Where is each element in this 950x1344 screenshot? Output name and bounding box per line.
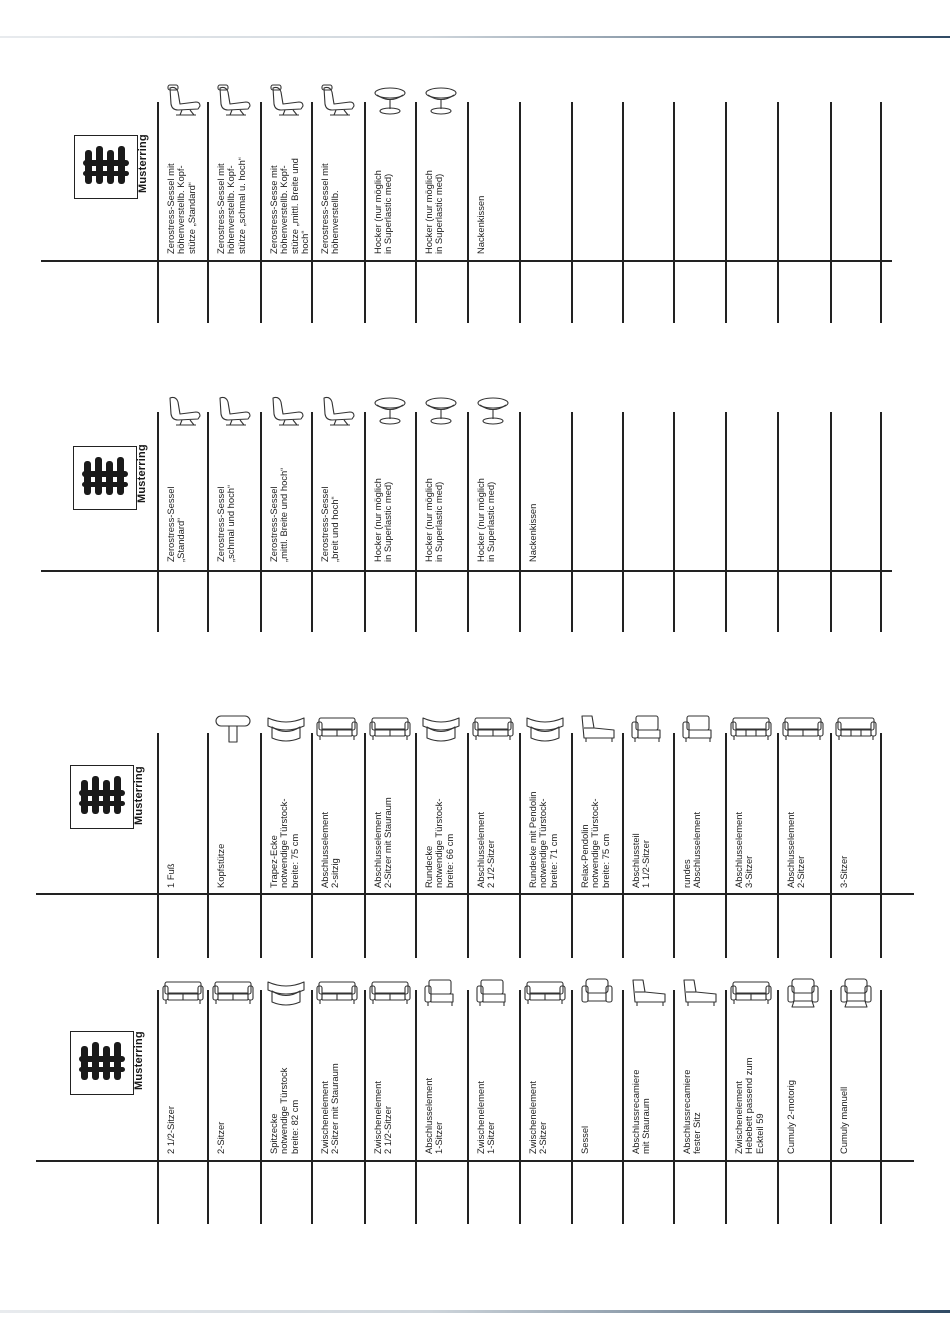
end-element-2-5-seater-icon <box>472 712 514 746</box>
model-label: Zerostress-Sessel „schmal und hoch“ <box>215 484 237 562</box>
trapez-corner-icon <box>265 712 307 746</box>
column-divider <box>364 733 366 958</box>
header-rule <box>36 893 914 895</box>
middle-element-icon <box>369 976 411 1010</box>
column-divider <box>157 102 159 323</box>
column-divider <box>157 412 159 632</box>
recamiere-fixed-icon <box>678 976 720 1010</box>
model-label: Nackenkissen <box>527 503 538 562</box>
column-divider <box>207 102 209 323</box>
column-divider <box>777 102 779 323</box>
column-divider <box>467 412 469 632</box>
stool-icon <box>420 84 462 118</box>
corner-element-icon <box>265 976 307 1010</box>
column-divider <box>622 412 624 632</box>
column-divider <box>519 412 521 632</box>
zerostress-armchair-icon <box>162 394 204 428</box>
column-divider <box>467 733 469 958</box>
end-element-2-seater-icon <box>316 712 358 746</box>
sofa-3-seater-icon <box>835 712 877 746</box>
column-divider <box>777 733 779 958</box>
musterring-logo <box>74 135 138 199</box>
model-label: Zerostress-Sessel mit höhenverstellb. <box>319 163 341 254</box>
column-divider <box>830 412 832 632</box>
musterring-logo <box>73 446 137 510</box>
column-divider <box>415 733 417 958</box>
model-label: Zwischenelement Hebebett passend zum Eckteil 59 <box>733 1057 765 1154</box>
column-divider <box>311 102 313 323</box>
column-divider <box>519 102 521 323</box>
zerostress-headrest-icon <box>212 84 254 118</box>
brand-name: Musterring <box>137 134 149 193</box>
column-divider <box>777 412 779 632</box>
column-divider <box>880 733 882 958</box>
column-divider <box>673 412 675 632</box>
zerostress-armchair-icon <box>265 394 307 428</box>
column-divider <box>830 990 832 1224</box>
column-divider <box>260 733 262 958</box>
model-label: Rundecke mit Pendolin notwendige Türstock- breite: 71 cm <box>527 791 559 888</box>
model-label: Zerostress-Sessel mit höhenverstellb. Kopf- stütze „schmal u. hoch“ <box>215 157 247 254</box>
model-label: Zwischenelement 2-Sitzer mit Stauraum <box>319 1063 341 1154</box>
sofa-bed-icon <box>730 976 772 1010</box>
middle-element-1-seater-icon <box>472 976 514 1010</box>
model-label: Zerostress-Sessel „mittl. Breite und hoch“ <box>268 467 290 562</box>
column-divider <box>207 412 209 632</box>
column-divider <box>725 412 727 632</box>
round-end-element-icon <box>678 712 720 746</box>
column-divider <box>725 990 727 1224</box>
model-label: 2 1/2-Sitzer <box>165 1106 176 1154</box>
column-divider <box>777 990 779 1224</box>
column-divider <box>519 990 521 1224</box>
model-label: Abschlusselement 2-Sitzer <box>785 811 807 888</box>
model-label: Abschlusselement 1-Sitzer <box>423 1077 445 1154</box>
column-divider <box>311 733 313 958</box>
model-label: Hocker (nur möglich in Superlastic med) <box>372 170 394 254</box>
zerostress-armchair-icon <box>212 394 254 428</box>
stool-icon <box>472 394 514 428</box>
model-label: Zerostress-Sessel mit höhenverstellb. Kopf- stütze „Standard“ <box>165 163 197 254</box>
model-label: Zwischenelement 1-Sitzer <box>475 1081 497 1154</box>
column-divider <box>830 733 832 958</box>
end-element-storage-icon <box>369 712 411 746</box>
zerostress-headrest-icon <box>265 84 307 118</box>
column-divider <box>364 990 366 1224</box>
end-element-3-seater-icon <box>730 712 772 746</box>
end-part-1-5-seater-icon <box>627 712 669 746</box>
column-divider <box>467 990 469 1224</box>
column-divider <box>519 733 521 958</box>
musterring-logo <box>70 1031 134 1095</box>
model-label: Cumuly 2-motorig <box>785 1080 796 1154</box>
model-label: 2-Sitzer <box>215 1121 226 1154</box>
column-divider <box>622 102 624 323</box>
zerostress-armchair-icon <box>316 394 358 428</box>
model-label: Abschlusselement 2 1/2-Sitzer <box>475 811 497 888</box>
model-label: Abschlussrecamiere mit Stauraum <box>630 1069 652 1154</box>
column-divider <box>622 990 624 1224</box>
column-divider <box>415 412 417 632</box>
model-label: Zwischenelement 2-Sitzer <box>527 1081 549 1154</box>
relax-pendolin-icon <box>576 712 618 746</box>
column-divider <box>880 990 882 1224</box>
model-label: Sessel <box>579 1125 590 1154</box>
brand-name: Musterring <box>133 766 145 825</box>
recliner-motor-icon <box>782 976 824 1010</box>
model-label: Abschlusselement 2-sitzig <box>319 811 341 888</box>
stool-icon <box>420 394 462 428</box>
column-divider <box>260 102 262 323</box>
column-divider <box>673 733 675 958</box>
bottom-rule <box>0 1310 950 1313</box>
model-label: Zerostress-Sessel „breit und hoch“ <box>319 486 341 562</box>
model-label: Zwischenelement 2 1/2-Sitzer <box>372 1081 394 1154</box>
column-divider <box>467 102 469 323</box>
top-rule <box>0 36 950 38</box>
model-label: Zerostress-Sesse mit höhenverstellb. Kopf- stütze „mittl. Breite und hoch“ <box>268 158 311 254</box>
column-divider <box>157 990 159 1224</box>
column-divider <box>673 102 675 323</box>
recliner-manual-icon <box>835 976 877 1010</box>
column-divider <box>880 102 882 323</box>
model-label: Spitzecke notwendige Türstock breite: 82 cm <box>268 1067 300 1154</box>
model-label: Cumuly manuell <box>838 1086 849 1154</box>
model-label: 3-Sitzer <box>838 855 849 888</box>
sofa-2-5-seater-icon <box>162 976 204 1010</box>
model-label: Zerostress-Sessel „Standard“ <box>165 486 187 562</box>
armchair-icon <box>576 976 618 1010</box>
model-label: Kopfstütze <box>215 843 226 888</box>
round-corner-pendolin-icon <box>524 712 566 746</box>
column-divider <box>571 990 573 1224</box>
column-divider <box>311 412 313 632</box>
middle-element-2-seater-icon <box>524 976 566 1010</box>
column-divider <box>260 412 262 632</box>
model-label: Hocker (nur möglich in Superlastic med) <box>423 170 445 254</box>
column-divider <box>725 733 727 958</box>
header-rule <box>36 1160 914 1162</box>
column-divider <box>571 102 573 323</box>
column-divider <box>622 733 624 958</box>
middle-element-storage-icon <box>316 976 358 1010</box>
column-divider <box>673 990 675 1224</box>
recamiere-storage-icon <box>627 976 669 1010</box>
zerostress-headrest-icon <box>162 84 204 118</box>
model-label: rundes Abschlusselement <box>681 811 703 888</box>
stool-icon <box>369 394 411 428</box>
model-label: Hocker (nur möglich in Superlastic med) <box>372 478 394 562</box>
column-divider <box>260 990 262 1224</box>
column-divider <box>364 102 366 323</box>
column-divider <box>415 102 417 323</box>
headrest-icon <box>212 712 254 746</box>
column-divider <box>571 733 573 958</box>
sofa-2-seater-icon <box>212 976 254 1010</box>
zerostress-headrest-icon <box>316 84 358 118</box>
column-divider <box>364 412 366 632</box>
model-label: Abschlusselement 2-Sitzer mit Stauraum <box>372 797 394 888</box>
model-label: Rundecke notwendige Türstock- breite: 66 cm <box>423 798 455 888</box>
round-corner-icon <box>420 712 462 746</box>
model-label: Hocker (nur möglich in Superlastic med) <box>475 478 497 562</box>
musterring-logo <box>70 765 134 829</box>
brand-name: Musterring <box>133 1031 145 1090</box>
model-label: Abschlussrecamiere fester Sitz <box>681 1069 703 1154</box>
model-label: Abschlussteil 1 1/2-Sitzer <box>630 833 652 888</box>
brand-name: Musterring <box>136 444 148 503</box>
column-divider <box>207 990 209 1224</box>
column-divider <box>571 412 573 632</box>
model-label: Hocker (nur möglich in Superlastic med) <box>423 478 445 562</box>
column-divider <box>415 990 417 1224</box>
model-label: Nackenkissen <box>475 195 486 254</box>
column-divider <box>725 102 727 323</box>
model-label: Trapez-Ecke notwendige Türstock- breite: 75 cm <box>268 798 300 888</box>
end-element-2-seater-b-icon <box>782 712 824 746</box>
end-element-1-seater-icon <box>420 976 462 1010</box>
column-divider <box>830 102 832 323</box>
column-divider <box>207 733 209 958</box>
stool-icon <box>369 84 411 118</box>
model-label: Abschlusselement 3-Sitzer <box>733 811 755 888</box>
model-label: 1 Fuß <box>165 863 176 888</box>
column-divider <box>157 733 159 958</box>
column-divider <box>311 990 313 1224</box>
column-divider <box>880 412 882 632</box>
model-label: Relax-Pendolin notwendige Türstock- breite: 75 cm <box>579 798 611 888</box>
